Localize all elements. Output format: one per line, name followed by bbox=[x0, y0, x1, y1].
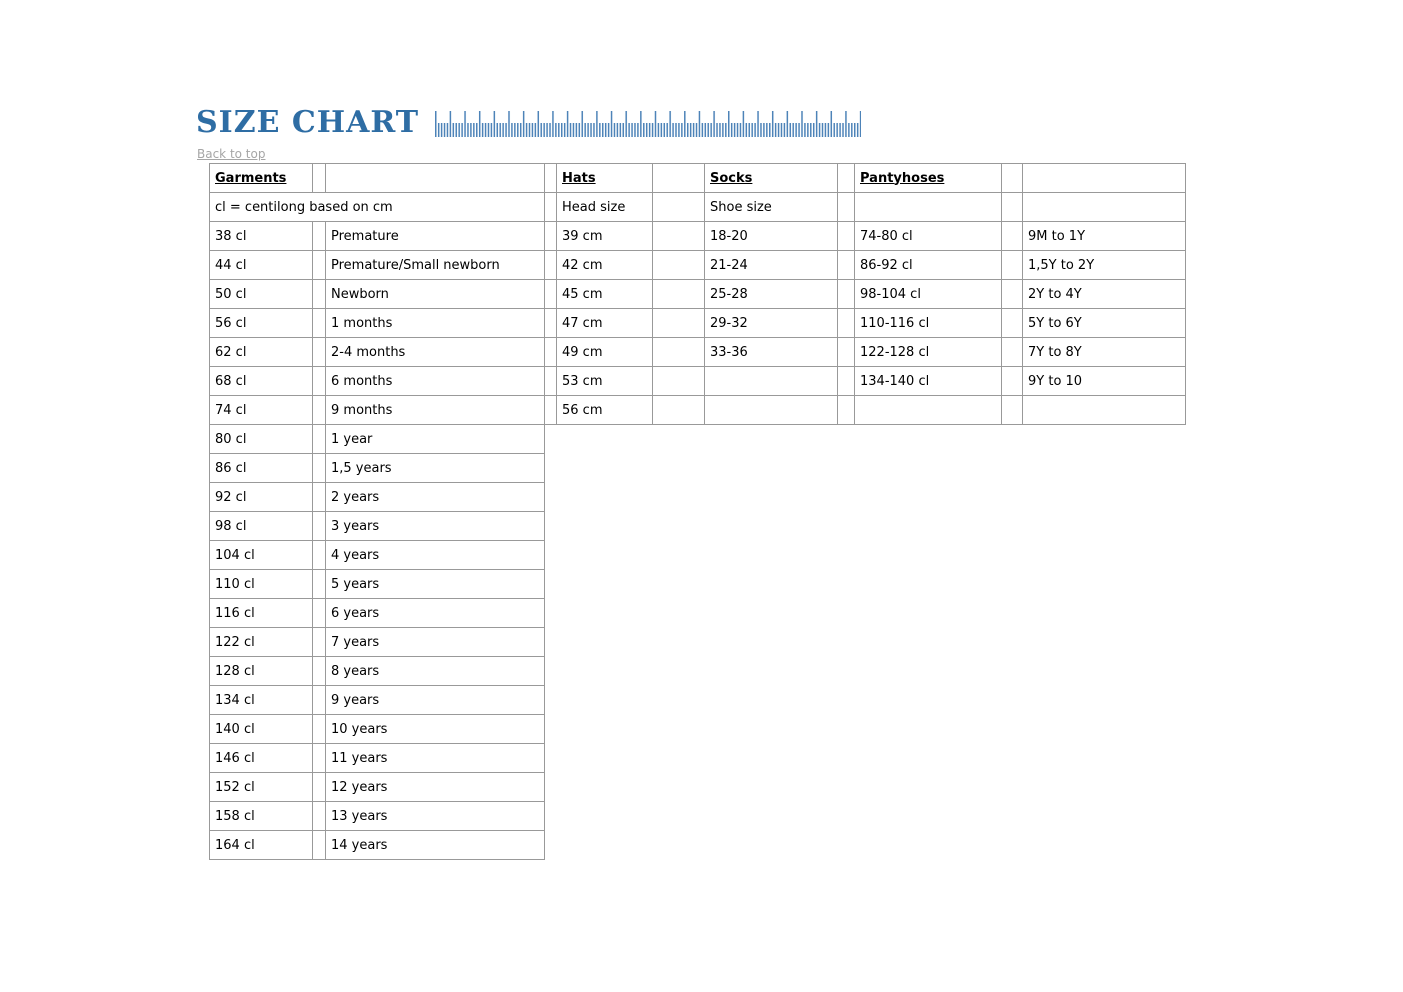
hat-size-cell: 39 cm bbox=[557, 222, 653, 251]
garment-desc-cell: 3 years bbox=[326, 512, 545, 541]
table-empty-region bbox=[545, 686, 1186, 715]
garment-size-cell: 44 cl bbox=[210, 251, 313, 280]
table-row bbox=[210, 831, 1186, 860]
cl-note-cell: cl = centilong based on cm bbox=[210, 193, 545, 222]
page-title: SIZE CHART bbox=[196, 104, 420, 140]
empty-cell bbox=[1002, 367, 1023, 396]
table-row bbox=[210, 483, 1186, 512]
sock-size-cell bbox=[705, 396, 838, 425]
empty-cell bbox=[1023, 193, 1186, 222]
garment-desc-cell: 7 years bbox=[326, 628, 545, 657]
garment-desc-cell: 9 months bbox=[326, 396, 545, 425]
sock-size-cell: 25-28 bbox=[705, 280, 838, 309]
empty-cell bbox=[838, 251, 855, 280]
hat-size-cell: 49 cm bbox=[557, 338, 653, 367]
empty-cell bbox=[653, 338, 705, 367]
sock-size-cell: 21-24 bbox=[705, 251, 838, 280]
empty-cell bbox=[545, 164, 557, 193]
empty-cell bbox=[1002, 222, 1023, 251]
empty-cell bbox=[313, 512, 326, 541]
empty-cell bbox=[313, 338, 326, 367]
socks-header-cell: Socks bbox=[705, 164, 838, 193]
table-row bbox=[210, 454, 1186, 483]
empty-cell bbox=[313, 744, 326, 773]
shoe-size-label-cell: Shoe size bbox=[705, 193, 838, 222]
empty-cell bbox=[1002, 280, 1023, 309]
empty-cell bbox=[545, 396, 557, 425]
table-empty-region bbox=[545, 541, 1186, 570]
ruler-icon bbox=[435, 111, 861, 137]
table-row bbox=[210, 628, 1186, 657]
pantyhose-size-cell bbox=[855, 396, 1002, 425]
empty-cell bbox=[313, 541, 326, 570]
garments-header-cell: Garments bbox=[210, 164, 313, 193]
table-row bbox=[210, 541, 1186, 570]
empty-cell bbox=[653, 309, 705, 338]
garment-desc-cell: 9 years bbox=[326, 686, 545, 715]
pantyhose-size-cell: 122-128 cl bbox=[855, 338, 1002, 367]
masthead bbox=[196, 103, 861, 141]
empty-cell bbox=[313, 657, 326, 686]
hat-size-cell: 45 cm bbox=[557, 280, 653, 309]
garment-size-cell: 140 cl bbox=[210, 715, 313, 744]
empty-cell bbox=[653, 367, 705, 396]
empty-cell bbox=[313, 396, 326, 425]
empty-cell bbox=[653, 164, 705, 193]
empty-cell bbox=[855, 193, 1002, 222]
table-row bbox=[210, 512, 1186, 541]
garment-size-cell: 86 cl bbox=[210, 454, 313, 483]
sock-size-cell: 18-20 bbox=[705, 222, 838, 251]
table-subheader-row bbox=[210, 193, 1186, 222]
garment-desc-cell: 6 years bbox=[326, 599, 545, 628]
empty-cell bbox=[313, 628, 326, 657]
sock-size-cell: 33-36 bbox=[705, 338, 838, 367]
empty-cell bbox=[1023, 164, 1186, 193]
garment-desc-cell: 1 year bbox=[326, 425, 545, 454]
hats-header-cell: Hats bbox=[557, 164, 653, 193]
table-empty-region bbox=[545, 831, 1186, 860]
garment-desc-cell: 2 years bbox=[326, 483, 545, 512]
empty-cell bbox=[1002, 396, 1023, 425]
table-empty-region bbox=[545, 773, 1186, 802]
pantyhoses-header-cell: Pantyhoses bbox=[855, 164, 1002, 193]
empty-cell bbox=[545, 367, 557, 396]
table-empty-region bbox=[545, 425, 1186, 454]
size-chart-table bbox=[209, 163, 1186, 860]
garment-desc-cell: 13 years bbox=[326, 802, 545, 831]
empty-cell bbox=[545, 222, 557, 251]
garment-desc-cell: 2-4 months bbox=[326, 338, 545, 367]
empty-cell bbox=[653, 396, 705, 425]
empty-cell bbox=[545, 338, 557, 367]
table-row bbox=[210, 280, 1186, 309]
table-empty-region bbox=[545, 657, 1186, 686]
empty-cell bbox=[313, 309, 326, 338]
pantyhose-size-cell: 98-104 cl bbox=[855, 280, 1002, 309]
empty-cell bbox=[313, 425, 326, 454]
empty-cell bbox=[653, 222, 705, 251]
empty-cell bbox=[838, 309, 855, 338]
garment-desc-cell: 4 years bbox=[326, 541, 545, 570]
empty-cell bbox=[313, 251, 326, 280]
garment-size-cell: 158 cl bbox=[210, 802, 313, 831]
empty-cell bbox=[1002, 338, 1023, 367]
garment-size-cell: 128 cl bbox=[210, 657, 313, 686]
head-size-label-cell: Head size bbox=[557, 193, 653, 222]
empty-cell bbox=[1002, 164, 1023, 193]
table-row bbox=[210, 251, 1186, 280]
pantyhose-age-cell bbox=[1023, 396, 1186, 425]
pantyhose-age-cell: 5Y to 6Y bbox=[1023, 309, 1186, 338]
empty-cell bbox=[545, 280, 557, 309]
hat-size-cell: 56 cm bbox=[557, 396, 653, 425]
back-to-top-link[interactable]: Back to top bbox=[197, 147, 266, 161]
garment-desc-cell: 5 years bbox=[326, 570, 545, 599]
garment-size-cell: 146 cl bbox=[210, 744, 313, 773]
table-row bbox=[210, 715, 1186, 744]
garment-size-cell: 74 cl bbox=[210, 396, 313, 425]
garment-size-cell: 152 cl bbox=[210, 773, 313, 802]
pantyhose-size-cell: 110-116 cl bbox=[855, 309, 1002, 338]
pantyhose-age-cell: 9M to 1Y bbox=[1023, 222, 1186, 251]
garment-desc-cell: Premature/Small newborn bbox=[326, 251, 545, 280]
empty-cell bbox=[838, 396, 855, 425]
empty-cell bbox=[838, 280, 855, 309]
empty-cell bbox=[1002, 193, 1023, 222]
garment-size-cell: 92 cl bbox=[210, 483, 313, 512]
empty-cell bbox=[313, 831, 326, 860]
garment-size-cell: 56 cl bbox=[210, 309, 313, 338]
empty-cell bbox=[313, 599, 326, 628]
empty-cell bbox=[653, 251, 705, 280]
garment-desc-cell: 12 years bbox=[326, 773, 545, 802]
table-empty-region bbox=[545, 802, 1186, 831]
garment-desc-cell: 11 years bbox=[326, 744, 545, 773]
pantyhose-age-cell: 1,5Y to 2Y bbox=[1023, 251, 1186, 280]
table-empty-region bbox=[545, 570, 1186, 599]
table-row bbox=[210, 686, 1186, 715]
empty-cell bbox=[545, 309, 557, 338]
empty-cell bbox=[838, 193, 855, 222]
garment-desc-cell: 6 months bbox=[326, 367, 545, 396]
garment-size-cell: 68 cl bbox=[210, 367, 313, 396]
empty-cell bbox=[1002, 251, 1023, 280]
table-row bbox=[210, 338, 1186, 367]
empty-cell bbox=[1002, 309, 1023, 338]
table-row bbox=[210, 802, 1186, 831]
garment-size-cell: 38 cl bbox=[210, 222, 313, 251]
empty-cell bbox=[313, 164, 326, 193]
table-row bbox=[210, 744, 1186, 773]
empty-cell bbox=[838, 164, 855, 193]
table-row bbox=[210, 222, 1186, 251]
empty-cell bbox=[313, 280, 326, 309]
garment-size-cell: 116 cl bbox=[210, 599, 313, 628]
empty-cell bbox=[313, 686, 326, 715]
hat-size-cell: 47 cm bbox=[557, 309, 653, 338]
table-row bbox=[210, 599, 1186, 628]
table-empty-region bbox=[545, 715, 1186, 744]
table-row bbox=[210, 309, 1186, 338]
table-empty-region bbox=[545, 599, 1186, 628]
empty-cell bbox=[313, 454, 326, 483]
table-header-row bbox=[210, 164, 1186, 193]
empty-cell bbox=[313, 222, 326, 251]
empty-cell bbox=[653, 193, 705, 222]
garment-size-cell: 98 cl bbox=[210, 512, 313, 541]
garment-desc-cell: 8 years bbox=[326, 657, 545, 686]
garment-desc-cell: Premature bbox=[326, 222, 545, 251]
hat-size-cell: 53 cm bbox=[557, 367, 653, 396]
table-empty-region bbox=[545, 744, 1186, 773]
table-empty-region bbox=[545, 454, 1186, 483]
garment-size-cell: 110 cl bbox=[210, 570, 313, 599]
garment-size-cell: 134 cl bbox=[210, 686, 313, 715]
pantyhose-size-cell: 86-92 cl bbox=[855, 251, 1002, 280]
empty-cell bbox=[313, 773, 326, 802]
table-row bbox=[210, 657, 1186, 686]
empty-cell bbox=[313, 570, 326, 599]
empty-cell bbox=[313, 802, 326, 831]
empty-cell bbox=[838, 338, 855, 367]
table-row bbox=[210, 396, 1186, 425]
table-row bbox=[210, 367, 1186, 396]
garment-size-cell: 62 cl bbox=[210, 338, 313, 367]
garment-size-cell: 50 cl bbox=[210, 280, 313, 309]
garment-desc-cell: 1,5 years bbox=[326, 454, 545, 483]
table-row bbox=[210, 773, 1186, 802]
empty-cell bbox=[838, 367, 855, 396]
sock-size-cell: 29-32 bbox=[705, 309, 838, 338]
pantyhose-size-cell: 74-80 cl bbox=[855, 222, 1002, 251]
garment-desc-cell: 1 months bbox=[326, 309, 545, 338]
table-row bbox=[210, 425, 1186, 454]
empty-cell bbox=[838, 222, 855, 251]
empty-cell bbox=[313, 483, 326, 512]
garment-desc-cell: Newborn bbox=[326, 280, 545, 309]
garment-size-cell: 122 cl bbox=[210, 628, 313, 657]
pantyhose-age-cell: 9Y to 10 bbox=[1023, 367, 1186, 396]
pantyhose-size-cell: 134-140 cl bbox=[855, 367, 1002, 396]
pantyhose-age-cell: 7Y to 8Y bbox=[1023, 338, 1186, 367]
empty-cell bbox=[313, 715, 326, 744]
empty-cell bbox=[545, 193, 557, 222]
sock-size-cell bbox=[705, 367, 838, 396]
garment-size-cell: 104 cl bbox=[210, 541, 313, 570]
garment-size-cell: 80 cl bbox=[210, 425, 313, 454]
table-empty-region bbox=[545, 512, 1186, 541]
garment-size-cell: 164 cl bbox=[210, 831, 313, 860]
table-row bbox=[210, 570, 1186, 599]
garment-desc-cell: 10 years bbox=[326, 715, 545, 744]
empty-cell bbox=[653, 280, 705, 309]
empty-cell bbox=[313, 367, 326, 396]
table-empty-region bbox=[545, 483, 1186, 512]
table-empty-region bbox=[545, 628, 1186, 657]
hat-size-cell: 42 cm bbox=[557, 251, 653, 280]
empty-cell bbox=[545, 251, 557, 280]
pantyhose-age-cell: 2Y to 4Y bbox=[1023, 280, 1186, 309]
garment-desc-cell: 14 years bbox=[326, 831, 545, 860]
empty-cell bbox=[326, 164, 545, 193]
